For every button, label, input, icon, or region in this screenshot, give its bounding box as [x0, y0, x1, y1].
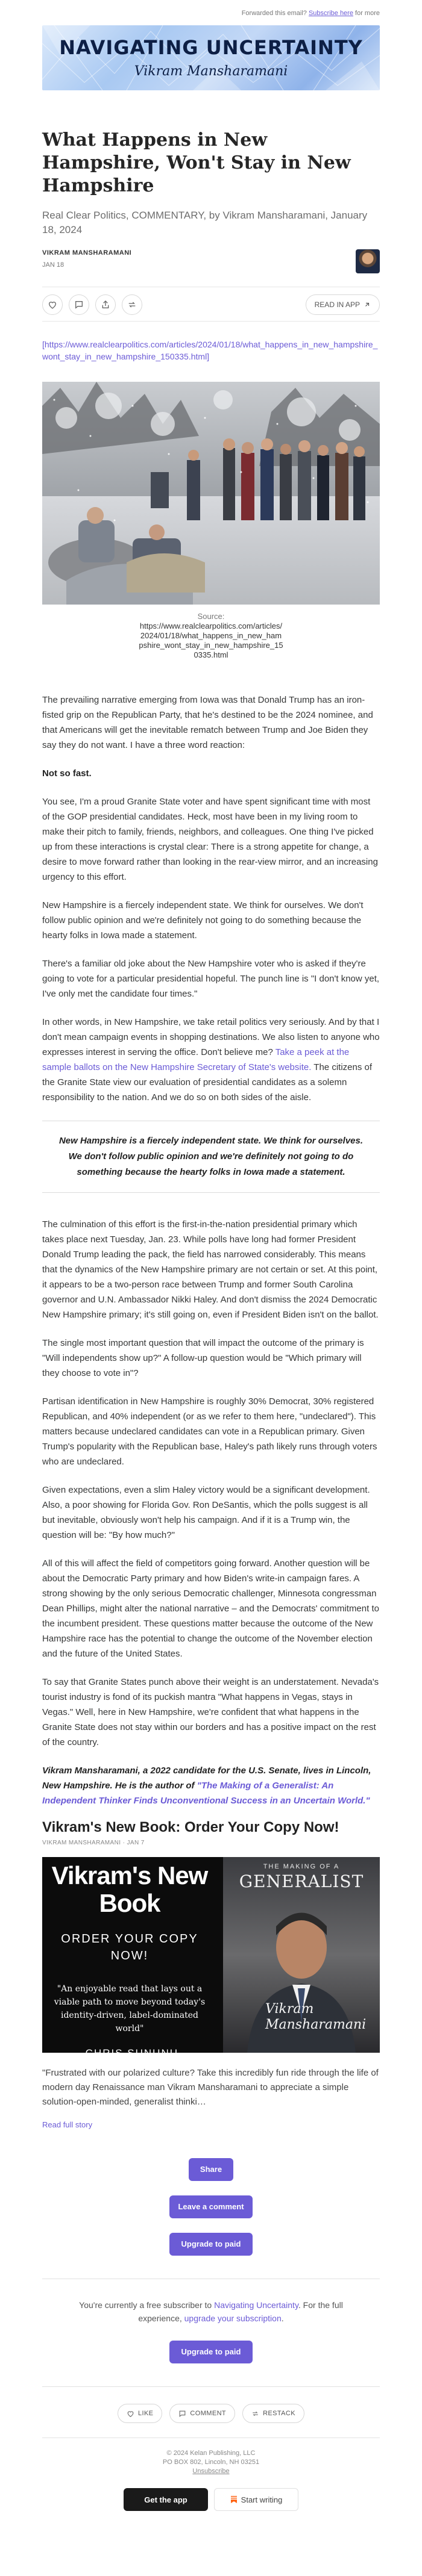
divider: [42, 2386, 380, 2387]
heart-icon: [127, 2410, 134, 2418]
paragraph: You see, I'm a proud Granite State voter and have spent significant time with most of the GOP presidential candidates. Heck, most have been in my living room to make their pitch to family, friends, neighbors, and colleagues. One thing I've picked up from these interactions is crystal clear: There is a strong appetite for change, a desire to move forward rather than looking in the rear-view mirror, and an increasing urgency to this effort.: [42, 797, 378, 882]
share-button[interactable]: [95, 294, 116, 315]
unsubscribe-link[interactable]: Unsubscribe: [192, 2468, 230, 2475]
comment-icon: [178, 2410, 186, 2418]
substack-logo-icon: [230, 2495, 238, 2504]
share-icon: [101, 300, 110, 310]
paragraph: In other words, in New Hampshire, we take retail politics very seriously. And by that I don't mean campaign events in shopping destinations. We also listen to anyone who expresses interest in serving the office. Don't believe me? Take a peek at the sample ballots on the New Hampshire Secretary of State's website. The citizens of the Granite State view our evaluation of presidential candidates as a solemn responsibility to the nation. And we do so on both sides of the aisle.: [42, 1017, 380, 1103]
caption-source-link[interactable]: https://www.realclearpolitics.com/articles/2024/01/18/what_happens_in_new_hampshire_wont_stay_in_new_hampshire_150335.html: [139, 621, 283, 659]
restack-pill[interactable]: RESTACK: [242, 2404, 304, 2423]
upgrade-to-paid-button[interactable]: Upgrade to paid: [169, 2233, 253, 2256]
paragraph: New Hampshire is a fiercely independent state. We think for ourselves. We don't follow public opinion and we're definitely not going to do something because the hearty folks in Iowa made a statement.: [42, 900, 364, 941]
post-actions: [42, 287, 380, 322]
comment-pill[interactable]: COMMENT: [169, 2404, 235, 2423]
paragraph: The prevailing narrative emerging from Iowa was that Donald Trump has an iron-fisted grip on the Republican Party, that he's destined to be the 2024 nominee, and that Americans will get the inevitable rematch between Trump and Joe Biden they say they do not want. I have a three word reaction:: [42, 695, 373, 750]
restack-icon: [127, 300, 137, 310]
read-in-app-button[interactable]: READ IN APP: [306, 294, 380, 315]
author-name[interactable]: VIKRAM MANSHARAMANI: [42, 249, 132, 257]
engagement-bar: [42, 2404, 380, 2423]
upgrade-cta-2: [42, 2341, 380, 2363]
subscription-note: You're currently a free subscriber to Navigating Uncertainty. For the full experience, upgrade your subscription.: [79, 2300, 343, 2323]
like-pill[interactable]: LIKE: [118, 2404, 162, 2423]
publication-banner[interactable]: [42, 25, 380, 90]
post-title[interactable]: What Happens in New Hampshire, Won't Stay in New Hampshire: [42, 129, 351, 196]
bottom-actions: [42, 2488, 380, 2511]
book-promo-text: Vikram's New Book ORDER YOUR COPY NOW! "An enjoyable read that lays out a viable path to move beyond today's identity-driven, label-dominated world" -CHRIS SUNUNU: [51, 1861, 208, 2059]
paragraph: The culmination of this effort is the first-in-the-nation presidential primary which takes place next Tuesday, Jan. 23. While polls have long had former President Donald Trump leading the pack, the field has narrowed considerably. This means that the dynamics of the New Hampshire primary are not certain or set. At this point, it appears to be a two-person race between Trump and former South Carolina governor and U.N. Ambassador Nikki Haley. And don't dismiss the 2024 Democratic New Hampshire primary; it's still going on, even if President Biden isn't on the ballot.: [42, 1219, 379, 1320]
read-full-story-link[interactable]: Read full story: [42, 2120, 93, 2129]
sample-ballots-link[interactable]: Take a peek at the sample ballots on the New Hampshire Secretary of State's website.: [42, 1047, 350, 1072]
related-post-excerpt: "Frustrated with our polarized culture? Take this incredibly fun ride through the life of modern day Renaissance man Vikram Mansharamani to appreciate a simple solution-open-minded, generalist thinki…: [42, 2068, 379, 2107]
paragraph: The single most important question that will impact the outcome of the primary is "Will independents show up?" A follow-up question would be "Which primary will they choose to vote in"?: [42, 1338, 364, 1378]
article-body: [42, 692, 380, 1808]
comment-icon: [74, 300, 84, 310]
related-post-title[interactable]: Vikram's New Book: Order Your Copy Now!: [42, 1819, 339, 1835]
publication-link[interactable]: Navigating Uncertainty: [214, 2300, 298, 2310]
like-button[interactable]: [42, 294, 63, 315]
paragraph: There's a familiar old joke about the New Hampshire voter who is asked if they're going to vote for a particular presidential hopeful. The punch line is "I don't know yet, I've only met the candidate four times.": [42, 959, 380, 999]
author-bio: Vikram Mansharamani, a 2022 candidate for the U.S. Senate, lives in Lincoln, New Hampshire. He is the author of "The Making of a Generalist: An Independent Thinker Finds Unconventional Success in an Uncertain World.": [42, 1766, 371, 1806]
book-cover: THE MAKING OF A GENERALIST Vikram Mansharamani: [223, 1857, 380, 2053]
paragraph: All of this will affect the field of competitors going forward. Another question will be about the Democratic Party primary and how Biden's write-in campaign fares. A strong showing by the only serious Democratic challenger, Minnesota congressman Dean Phillips, might alter the national narrative – and the Democrats' commitment to the incumbent president. These questions matter because the outcome of the New Hampshire race has the potential to change the outcome of the November election and the future of the United States.: [42, 1558, 379, 1659]
footer: © 2024 Kelan Publishing, LLC PO BOX 802, Lincoln, NH 03251 Unsubscribe: [42, 2449, 380, 2476]
share-cta: [42, 2158, 380, 2181]
book-link[interactable]: "The Making of a Generalist: An Independent Thinker Finds Unconventional Success in an Uncertain World.": [42, 1781, 370, 1806]
byline: [42, 249, 380, 275]
voters-in-snow-image: [42, 382, 380, 605]
preheader: Forwarded this email? Subscribe here for more: [241, 10, 380, 17]
upgrade-subscription-link[interactable]: upgrade your subscription: [184, 2313, 282, 2323]
upgrade-to-paid-button-2[interactable]: Upgrade to paid: [169, 2341, 253, 2363]
comment-button[interactable]: [69, 294, 89, 315]
related-post-meta: VIKRAM MANSHARAMANI · JAN 7: [42, 1840, 145, 1846]
banner-author: Vikram Mansharamani: [134, 64, 288, 79]
author-avatar[interactable]: [356, 249, 380, 273]
start-writing-button[interactable]: Start writing: [214, 2488, 298, 2511]
article-photo[interactable]: [42, 382, 380, 605]
banner-title: NAVIGATING UNCERTAINTY: [59, 36, 363, 59]
paragraph: Partisan identification in New Hampshire is roughly 30% Democrat, 30% registered Republican, and 40% independent (or as we refer to them here, "undeclared"). This matters because undeclared candidates can vote in a Republican primary. Given Trump's popularity with the Republican base, Haley's path likely runs through voters who are undeclared.: [42, 1396, 377, 1467]
restack-button[interactable]: [122, 294, 142, 315]
get-the-app-button[interactable]: Get the app: [124, 2488, 208, 2511]
paragraph: Given expectations, even a slim Haley victory would be a significant development. Also, a poor showing for Florida Gov. Ron DeSantis, which the polls suggest is all but inevitable, obviously won't help his campaign. And if it is a Trump win, the question will be: "By how much?": [42, 1485, 370, 1540]
pull-quote: New Hampshire is a fiercely independent state. We think for ourselves. We don't follow public opinion and we're definitely not going to do something because the hearty folks in Iowa made a statement.: [42, 1121, 380, 1193]
restack-icon: [251, 2410, 259, 2418]
subscribe-link[interactable]: Subscribe here: [308, 10, 353, 17]
leave-comment-button[interactable]: Leave a comment: [169, 2195, 253, 2218]
post-date: JAN 18: [42, 261, 65, 269]
upgrade-cta: [42, 2233, 380, 2256]
paragraph: Not so fast.: [42, 768, 92, 779]
share-cta-button[interactable]: Share: [189, 2158, 233, 2181]
book-promo-image[interactable]: [42, 1857, 380, 2059]
email-content: [42, 0, 380, 2511]
paragraph: To say that Granite States punch above their weight is an understatement. Nevada's tourist industry is fond of its puckish mantra "What happens in Vegas, stays in Vegas." Well, here in New Hampshire, we're confident that what happens in the Granite State does not stay within our borders and has a positive impact on the rest of the country.: [42, 1677, 379, 1747]
post-subtitle: Real Clear Politics, COMMENTARY, by Vikram Mansharamani, January 18, 2024: [42, 210, 368, 235]
source-link[interactable]: [https://www.realclearpolitics.com/articles/2024/01/18/what_happens_in_new_hampshire_wont_stay_in_new_hampshire_150335.html]: [42, 340, 378, 361]
arrow-up-right-icon: [364, 301, 371, 308]
comment-cta: [42, 2195, 380, 2218]
photo-caption: Source: https://www.realclearpolitics.com/articles/2024/01/18/what_happens_in_new_hampshire_wont_stay_in_new_hampshire_150335.html: [139, 612, 283, 659]
heart-icon: [48, 300, 57, 310]
